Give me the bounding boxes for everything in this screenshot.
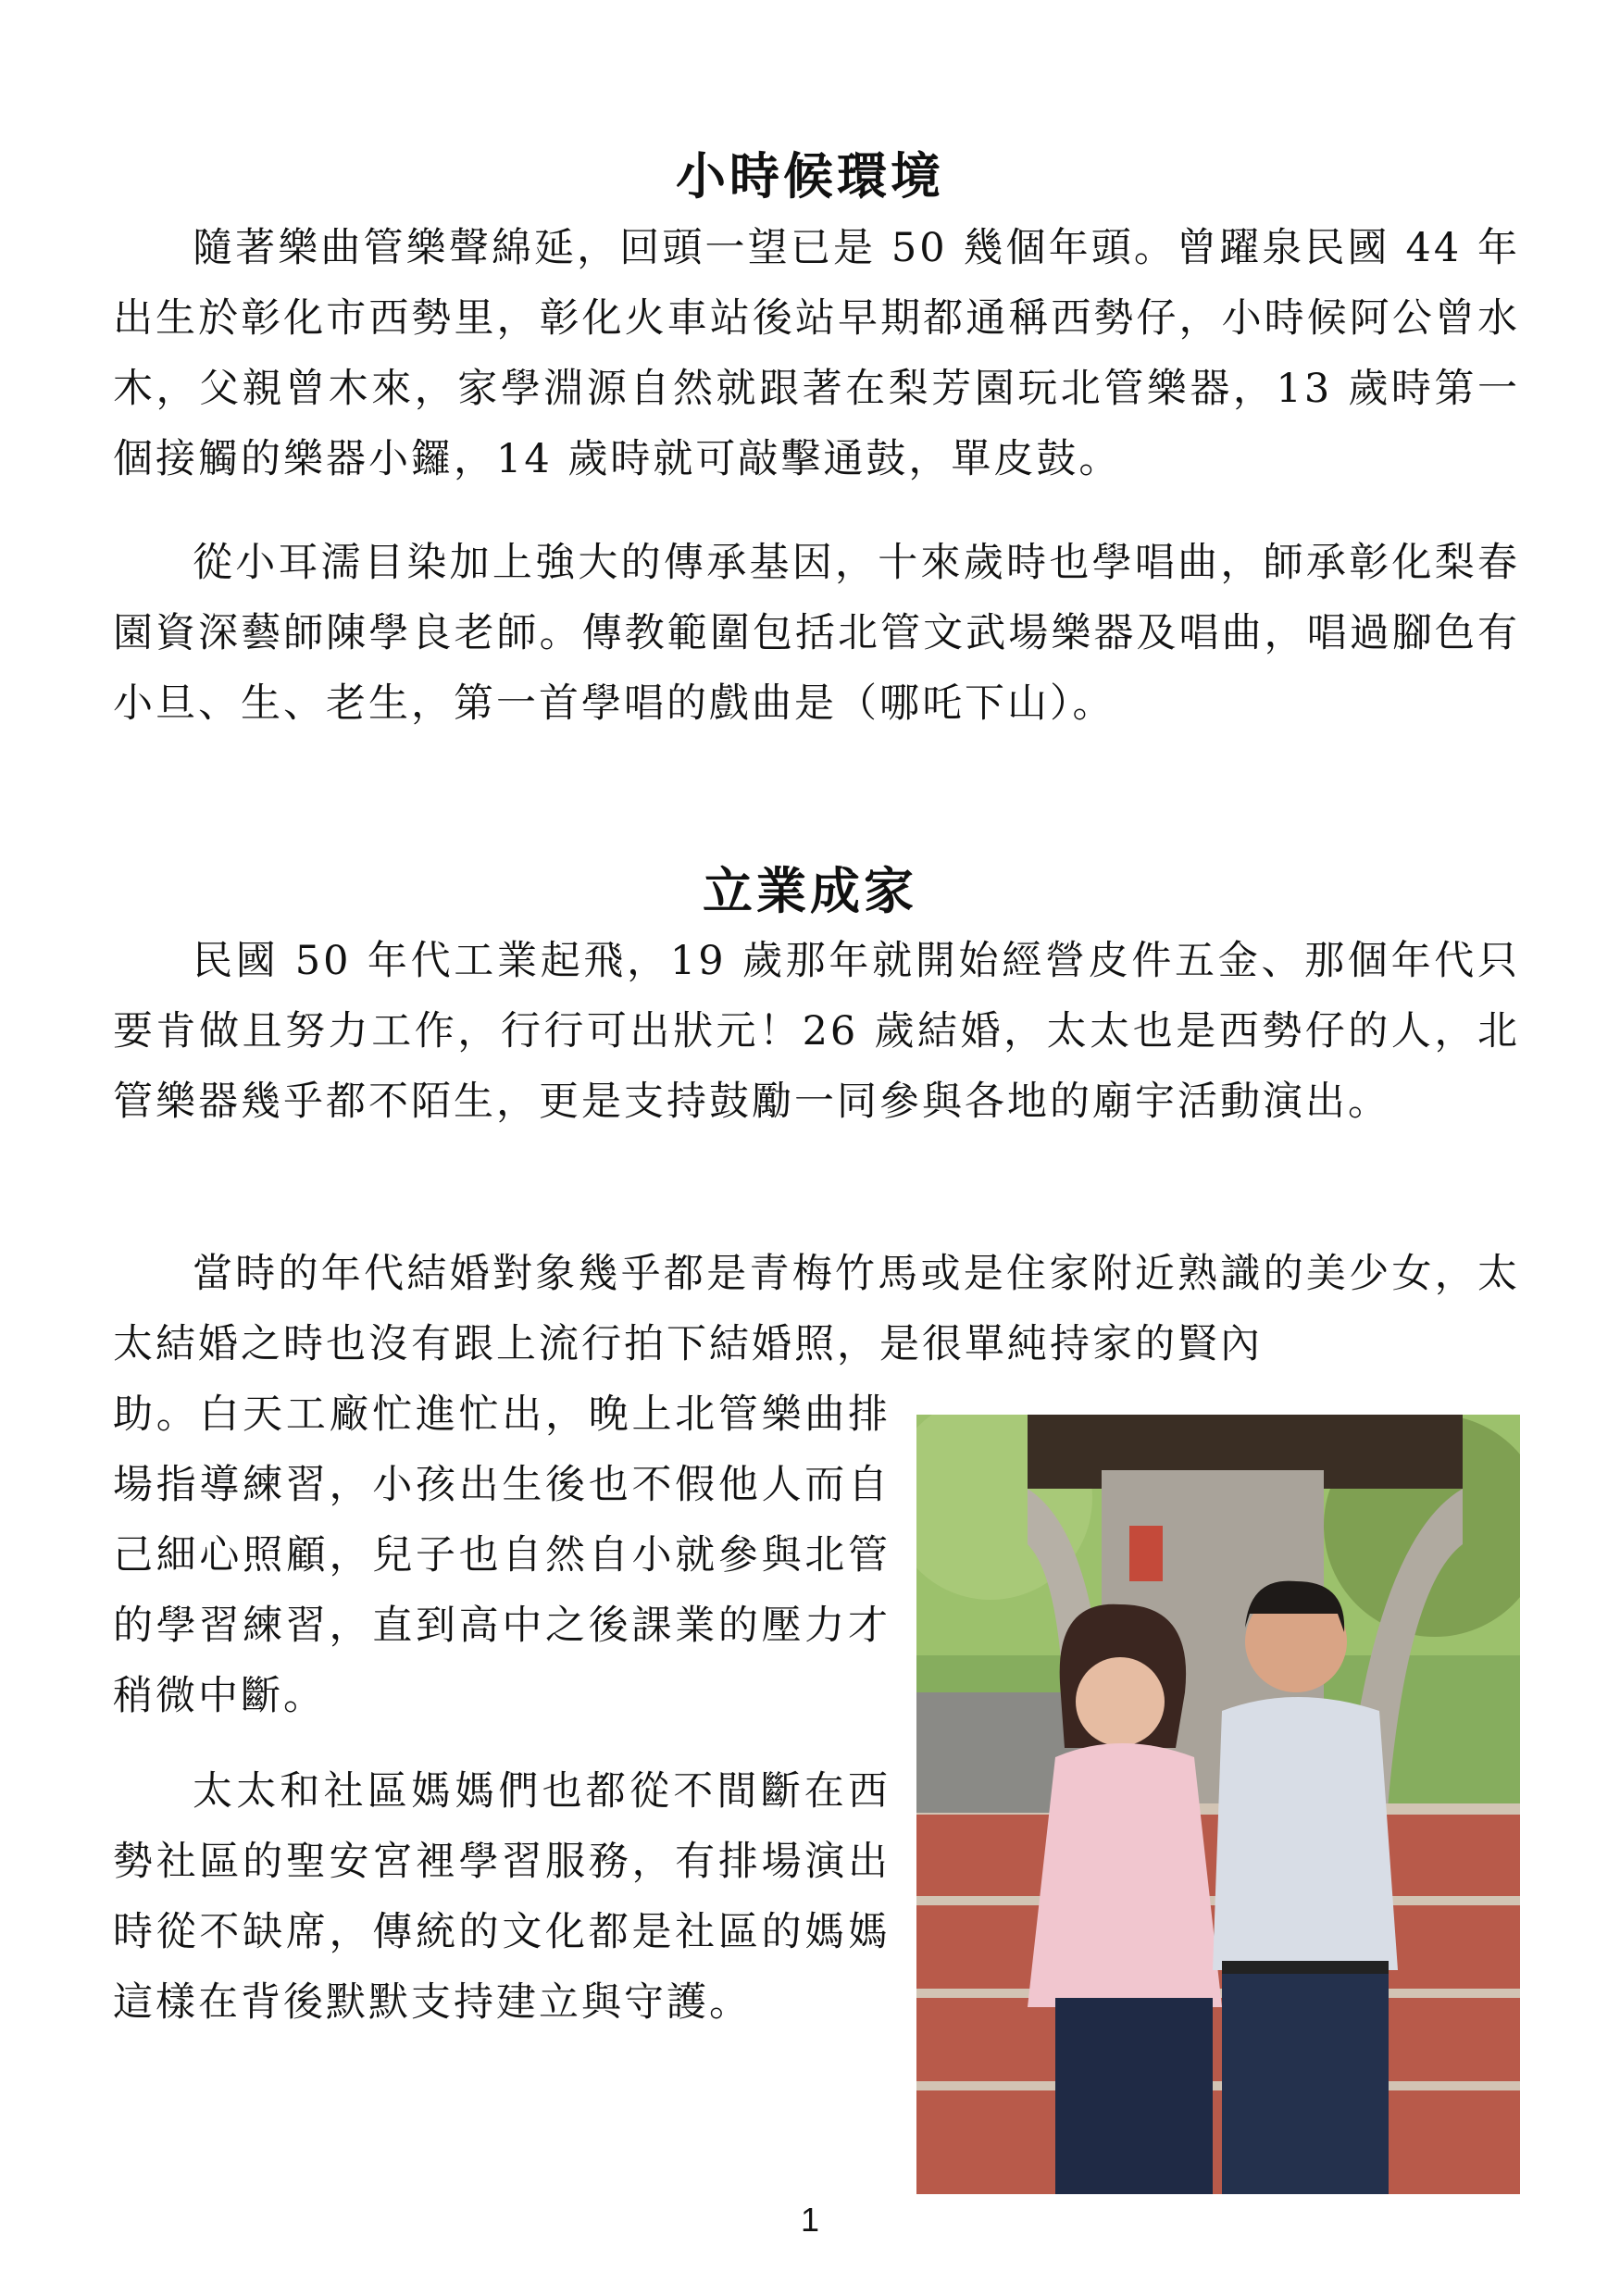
section-title-career-family: 立業成家: [703, 861, 917, 920]
paragraph-childhood-1: 隨著樂曲管樂聲綿延，回頭一望已是 50 幾個年頭。曾躍泉民國 44 年出生於彰化市西勢里，彰化火車站後站早期都通稱西勢仔，小時候阿公曾水木，父親曾木來，家學淵源自然就跟著在梨芳園玩北管樂器，13 歲時第一個接觸的樂器小鑼，14 歲時就可敲擊通鼓，單皮鼓。: [113, 225, 1520, 482]
paragraph-childhood-2: 從小耳濡目染加上強大的傳承基因，十來歲時也學唱曲，師承彰化梨春園資深藝師陳學良老師。傳教範圍包括北管文武場樂器及唱曲，唱過腳色有小旦、生、老生，第一首學唱的戲曲是（哪吒下山）。: [113, 540, 1520, 727]
paragraph-marriage-intro: 當時的年代結婚對象幾乎都是青梅竹馬或是住家附近熟識的美少女，太太結婚之時也沒有跟上流行拍下結婚照，是很單純持家的賢內: [113, 1251, 1520, 1367]
couple-photo: [916, 1415, 1520, 2194]
paragraph-community: 太太和社區媽媽們也都從不間斷在西勢社區的聖安宮裡學習服務，有排場演出時從不缺席，傳統的文化都是社區的媽媽這樣在背後默默支持建立與守護。: [113, 1768, 891, 2026]
paragraph-marriage-continued: 助。白天工廠忙進忙出，晚上北管樂曲排場指導練習，小孩出生後也不假他人而自己細心照顧，兒子也自然自小就參與北管的學習練習，直到高中之後課業的壓力才稍微中斷。: [113, 1391, 891, 1719]
section-title-childhood: 小時候環境: [676, 146, 944, 206]
page-number: 1: [800, 2201, 820, 2239]
paragraph-career-1: 民國 50 年代工業起飛，19 歲那年就開始經營皮件五金、那個年代只要肯做且努力工作，行行可出狀元！26 歲結婚，太太也是西勢仔的人，北管樂器幾乎都不陌生，更是支持鼓勵一同參與各地的廟宇活動演出。: [113, 938, 1520, 1125]
